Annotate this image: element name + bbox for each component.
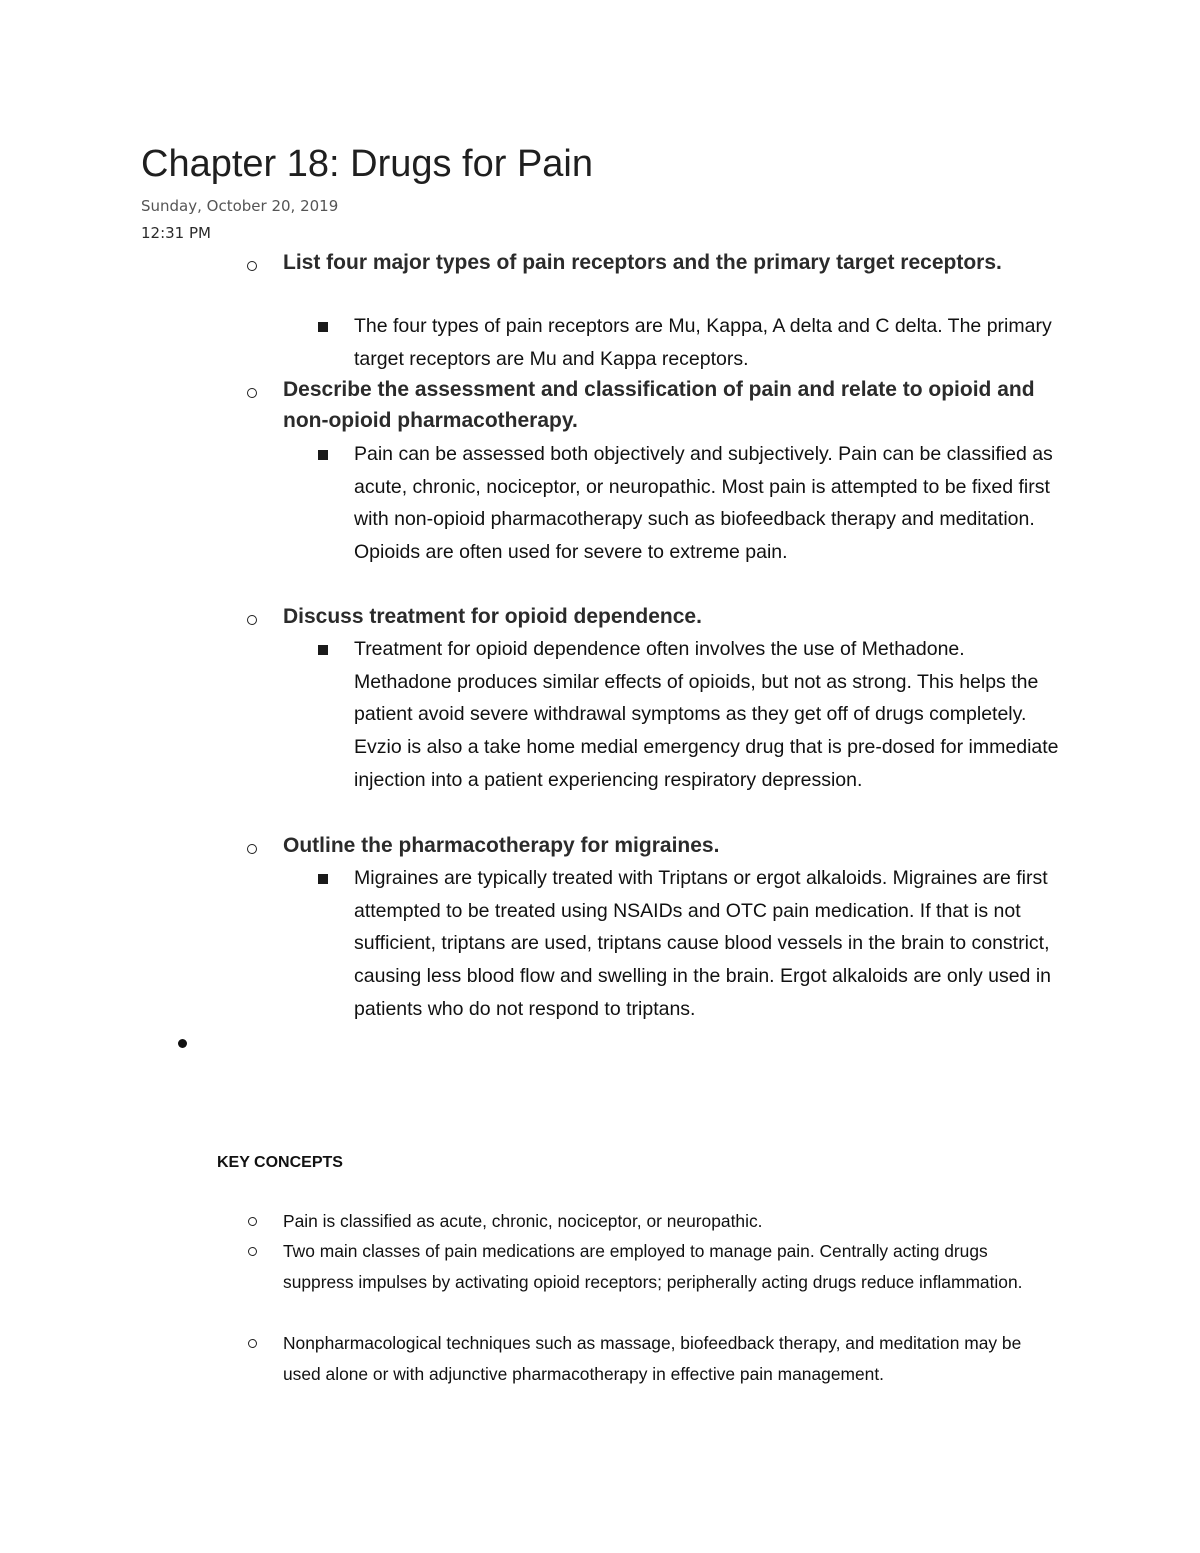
hollow-circle-icon	[248, 1339, 258, 1349]
outline-answer: Treatment for opioid dependence often involves the use of Methadone. Methadone produces similar effects of opioids, but not as strong. This helps the patient avoid severe withdrawal symptoms as they get off of drugs completely. Evzio is also a take home medial emergency drug that is pre-dosed for immediate injection into a patient experiencing respiratory depression.	[354, 638, 1059, 791]
key-concept-item: Two main classes of pain medications are employed to manage pain. Centrally acting drugs suppress impulses by activating opioid receptors; peripherally acting drugs reduce inflammation.	[283, 1241, 1023, 1292]
outline-question: Describe the assessment and classification of pain and relate to opioid and non-opioid pharmacotherapy.	[283, 378, 1035, 432]
outline-answer: The four types of pain receptors are Mu, Kappa, A delta and C delta. The primary target receptors are Mu and Kappa receptors.	[354, 315, 1052, 370]
note-time: 12:31 PM	[141, 224, 211, 242]
filled-circle-icon	[178, 1039, 187, 1048]
outline-question: Discuss treatment for opioid dependence.	[283, 605, 702, 628]
page-title: Chapter 18: Drugs for Pain	[141, 143, 594, 185]
filled-square-icon	[318, 874, 328, 884]
outline-answer: Pain can be assessed both objectively and subjectively. Pain can be classified as acute, chronic, nociceptor, or neuropathic. Most pain is attempted to be fixed first with non-opioid pharmacotherapy such as biofeedback therapy and meditation. Opioids are often used for severe to extreme pain.	[354, 443, 1053, 564]
hollow-circle-icon	[246, 259, 260, 273]
hollow-circle-icon	[248, 1217, 258, 1227]
key-concept-item: Nonpharmacological techniques such as massage, biofeedback therapy, and meditation may be used alone or with adjunctive pharmacotherapy in effective pain management.	[283, 1333, 1022, 1384]
filled-square-icon	[318, 322, 328, 332]
key-concepts-heading: KEY CONCEPTS	[217, 1154, 343, 1171]
outline-question: Outline the pharmacotherapy for migraines.	[283, 834, 720, 857]
filled-square-icon	[318, 645, 328, 655]
hollow-circle-icon	[246, 842, 260, 856]
outline-question: List four major types of pain receptors and the primary target receptors.	[283, 251, 1002, 274]
note-date: Sunday, October 20, 2019	[141, 197, 339, 215]
hollow-circle-icon	[246, 386, 260, 400]
filled-square-icon	[318, 450, 328, 460]
hollow-circle-icon	[246, 613, 260, 627]
key-concept-item: Pain is classified as acute, chronic, nociceptor, or neuropathic.	[283, 1211, 763, 1231]
hollow-circle-icon	[248, 1247, 258, 1257]
outline-answer: Migraines are typically treated with Triptans or ergot alkaloids. Migraines are first attempted to be treated using NSAIDs and OTC pain medication. If that is not sufficient, triptans are used, triptans cause blood vessels in the brain to constrict, causing less blood flow and swelling in the brain. Ergot alkaloids are only used in patients who do not respond to triptans.	[354, 867, 1051, 1020]
